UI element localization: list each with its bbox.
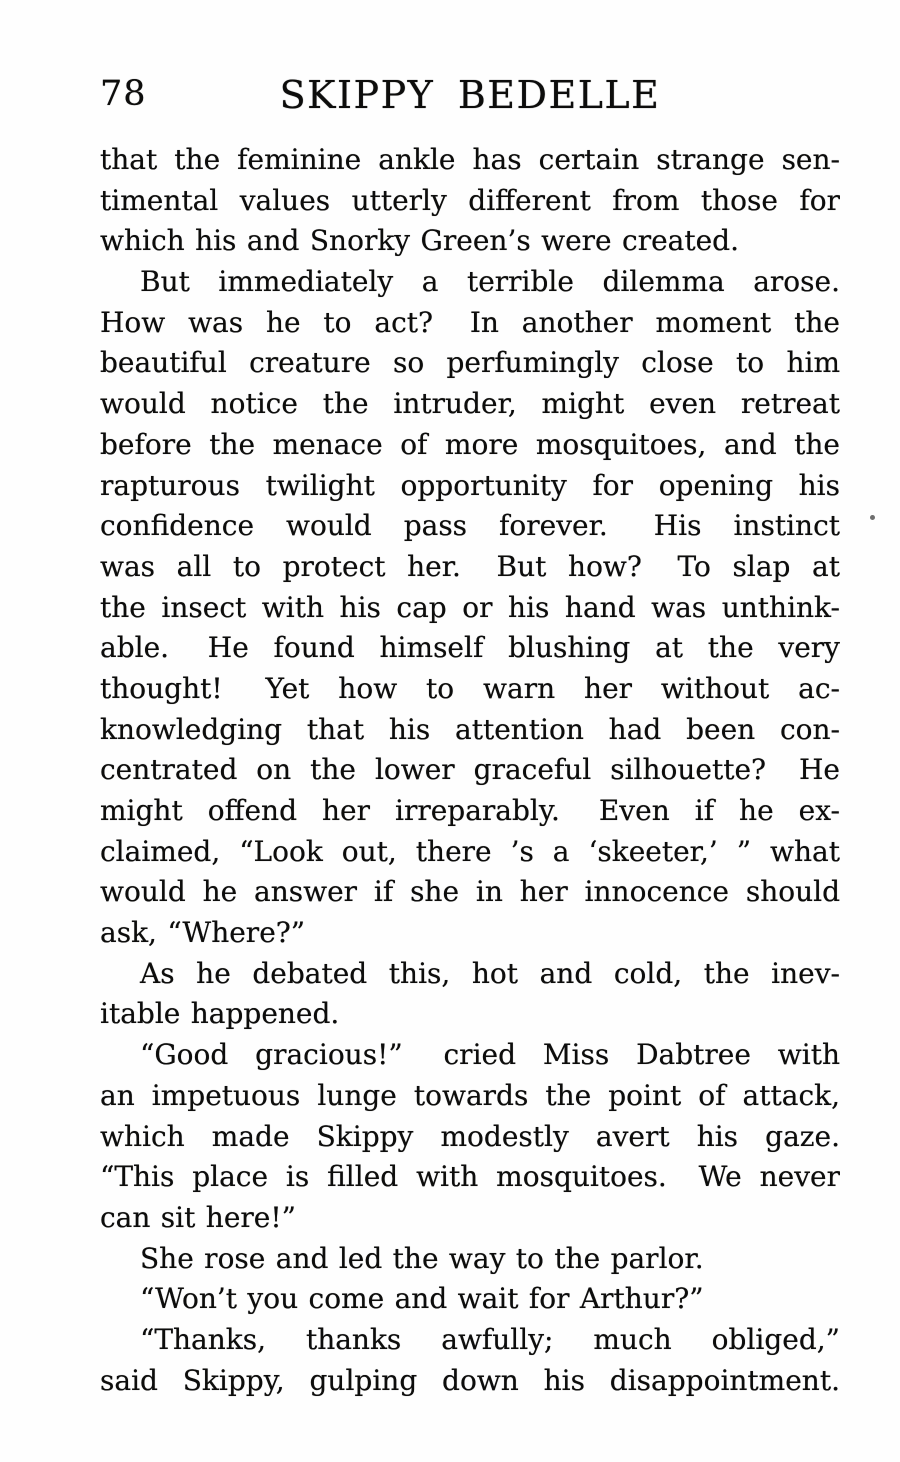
text-line: was all to protect her. But how? To slap at	[100, 549, 840, 583]
page-number: 78	[100, 74, 147, 114]
paragraph	[100, 954, 840, 1035]
paragraph	[100, 1239, 840, 1280]
text-line: confidence would pass forever. His instinct	[100, 509, 840, 543]
text-line: rapturous twilight opportunity for opening his	[100, 468, 840, 502]
text-line: itable happened.	[100, 997, 340, 1031]
text-line: thought! Yet how to warn her without ac-	[100, 671, 840, 705]
text-line: would he answer if she in her innocence should	[100, 875, 840, 909]
text-line: She rose and led the way to the parlor.	[140, 1241, 704, 1275]
text-line: beautiful creature so perfumingly close to him	[100, 346, 840, 380]
page-body	[100, 140, 840, 1401]
text-line: that the feminine ankle has certain strange sen-	[100, 143, 840, 176]
page-header	[100, 66, 840, 117]
text-line: “Thanks, thanks awfully; much obliged,”	[140, 1322, 840, 1356]
paragraph	[100, 262, 840, 954]
text-line: which made Skippy modestly avert his gaze.	[100, 1119, 840, 1153]
text-line: timental values utterly different from those for	[100, 183, 840, 217]
text-line: “This place is filled with mosquitoes. We never	[100, 1160, 840, 1194]
text-line: How was he to act? In another moment the	[100, 305, 840, 339]
text-line: As he debated this, hot and cold, the inev-	[140, 956, 840, 990]
text-line: said Skippy, gulping down his disappointment.	[100, 1363, 840, 1397]
text-line: centrated on the lower graceful silhouette? He	[100, 753, 840, 787]
text-line: claimed, “Look out, there ’s a ‘skeeter,’ ” what	[100, 834, 840, 868]
text-line: able. He found himself blushing at the very	[100, 631, 840, 665]
text-line: can sit here!”	[100, 1200, 296, 1234]
text-line: the insect with his cap or his hand was unthink-	[100, 590, 840, 624]
paragraph	[100, 1035, 840, 1238]
text-line: ask, “Where?”	[100, 916, 306, 950]
text-line: But immediately a terrible dilemma arose.	[140, 265, 840, 299]
text-line: before the menace of more mosquitoes, and the	[100, 427, 840, 461]
text-line: might offend her irreparably. Even if he ex-	[100, 794, 840, 827]
text-line: knowledging that his attention had been con-	[100, 712, 840, 746]
text-line: would notice the intruder, might even retreat	[100, 387, 840, 421]
paragraph	[100, 1320, 840, 1401]
text-line: an impetuous lunge towards the point of attack,	[100, 1078, 840, 1112]
text-line: “Won’t you come and wait for Arthur?”	[140, 1282, 704, 1316]
text-line: which his and Snorky Green’s were created.	[100, 224, 739, 258]
running-title: SKIPPY BEDELLE	[279, 73, 661, 117]
text-line: “Good gracious!” cried Miss Dabtree with	[140, 1038, 840, 1072]
scan-speck-artifact	[870, 515, 875, 520]
paragraph	[100, 1279, 840, 1320]
paragraph	[100, 140, 840, 262]
